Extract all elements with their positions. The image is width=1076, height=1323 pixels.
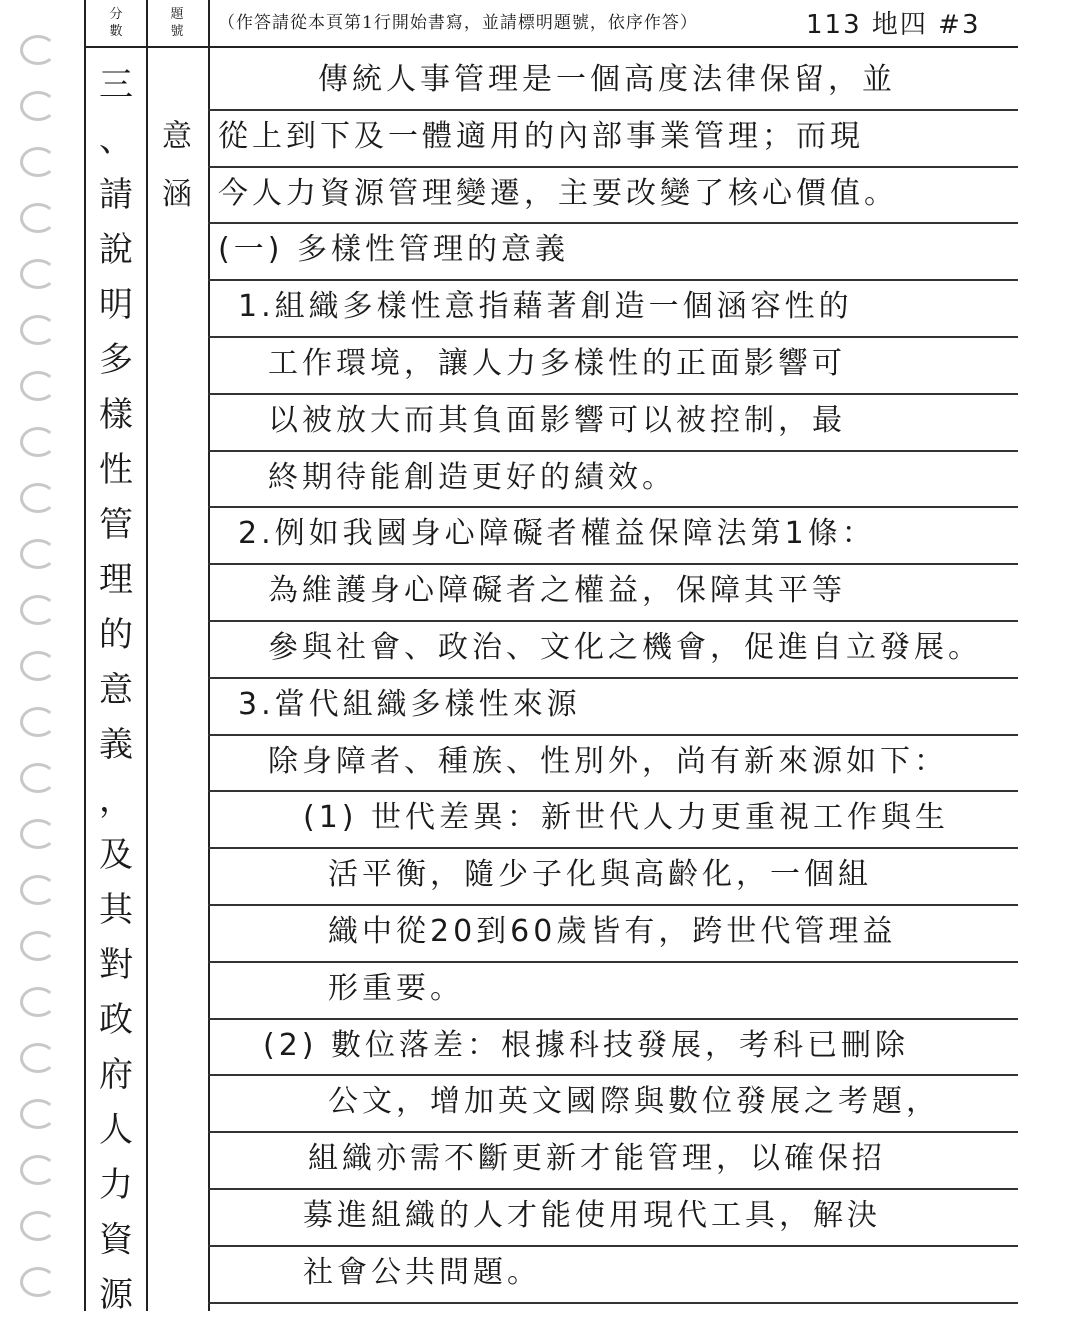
answer-line: 終期待能創造更好的績效。 [268, 459, 676, 495]
answer-line: 從上到下及一體適用的內部事業管理；而現 [218, 118, 864, 154]
score-label: 分數 [109, 7, 123, 39]
vertical-char: 意 [162, 119, 192, 154]
binding-holes [0, 0, 70, 1311]
binding-hole [20, 763, 56, 793]
binding-hole [20, 35, 56, 65]
vertical-char: 其 [99, 890, 133, 930]
vertical-char: 三 [99, 65, 133, 105]
answer-line: 社會公共問題。 [303, 1254, 541, 1290]
vertical-char: 說 [99, 230, 133, 270]
answer-line: 2.例如我國身心障礙者權益保障法第1條： [238, 516, 876, 552]
answer-line: 為維護身心障礙者之權益，保障其平等 [268, 573, 846, 609]
vertical-char: 請 [99, 175, 133, 215]
binding-hole [20, 315, 56, 345]
score-header [86, 0, 148, 46]
vertical-char: 政 [99, 1000, 133, 1040]
ruled-line [208, 1302, 1018, 1304]
answer-line: 1.組織多樣性意指藉著創造一個涵容性的 [238, 289, 853, 325]
vertical-char: 及 [99, 835, 133, 875]
answer-line: (一) 多樣性管理的意義 [218, 232, 569, 268]
question-sub-label [155, 108, 199, 224]
vertical-char: 多 [99, 340, 133, 380]
vertical-char: 資 [99, 1220, 133, 1260]
qnum-label: 題號 [170, 7, 184, 39]
binding-hole [20, 147, 56, 177]
vertical-char: 樣 [99, 395, 133, 435]
answer-line: 工作環境，讓人力多樣性的正面影響可 [268, 346, 846, 381]
answer-line: (2) 數位落差：根據科技發展，考科已刪除 [263, 1027, 910, 1063]
vertical-char: 的 [99, 615, 133, 655]
answer-line: 組織亦需不斷更新才能管理，以確保招 [308, 1141, 886, 1177]
binding-hole [20, 1267, 56, 1297]
binding-hole [20, 427, 56, 457]
question-number-header [146, 0, 210, 46]
instruction-text: （作答請從本頁第1行開始書寫，並請標明題號，依序作答） [218, 13, 698, 33]
answer-sheet [84, 0, 1018, 1315]
vertical-char: 性 [99, 450, 133, 490]
binding-hole [20, 987, 56, 1017]
vertical-char: 人 [99, 1110, 133, 1150]
binding-hole [20, 91, 56, 121]
binding-hole [20, 259, 56, 289]
answer-line: 募進組織的人才能使用現代工具，解決 [303, 1198, 881, 1233]
answer-line: 參與社會、政治、文化之機會，促進自立發展。 [268, 630, 982, 665]
answer-line: 今人力資源管理變遷，主要改變了核心價值。 [218, 175, 898, 211]
answer-line: 活平衡，隨少子化與高齡化，一個組 [328, 857, 872, 893]
binding-hole [20, 595, 56, 625]
binding-hole [20, 483, 56, 513]
vertical-char: 義 [99, 725, 133, 765]
vertical-char: ， [99, 780, 133, 820]
binding-hole [20, 203, 56, 233]
vertical-char: 理 [99, 560, 133, 600]
binding-hole [20, 707, 56, 737]
vertical-char: 涵 [162, 177, 192, 212]
binding-hole [20, 651, 56, 681]
score-column-line [146, 46, 148, 1311]
vertical-char: 府 [99, 1055, 133, 1095]
binding-hole [20, 1211, 56, 1241]
binding-hole [20, 875, 56, 905]
binding-hole [20, 1155, 56, 1185]
answer-line: 織中從20到60歲皆有，跨世代管理益 [328, 914, 897, 949]
binding-hole [20, 371, 56, 401]
answer-line: 3.當代組織多樣性來源 [238, 686, 581, 722]
question-text-vertical [86, 58, 146, 1323]
vertical-char: 、 [99, 120, 133, 160]
binding-hole [20, 931, 56, 961]
vertical-char: 源 [99, 1275, 133, 1315]
vertical-char: 管 [99, 505, 133, 545]
binding-hole [20, 1043, 56, 1073]
binding-hole [20, 1099, 56, 1129]
vertical-char: 對 [99, 945, 133, 985]
binding-hole [20, 819, 56, 849]
answer-line: 形重要。 [328, 970, 464, 1006]
answer-line: 傳統人事管理是一個高度法律保留，並 [318, 62, 896, 97]
vertical-char: 意 [99, 670, 133, 710]
answer-line: 公文，增加英文國際與數位發展之考題， [328, 1084, 940, 1120]
answer-line: 以被放大而其負面影響可以被控制，最 [268, 402, 846, 438]
vertical-char: 力 [99, 1165, 133, 1205]
answer-line: (1) 世代差異：新世代人力更重視工作與生 [303, 800, 950, 836]
vertical-char: 明 [99, 285, 133, 325]
header-row [86, 0, 1018, 48]
handwritten-tag: 113 地四 #3 [806, 10, 981, 40]
binding-hole [20, 539, 56, 569]
answer-line: 除身障者、種族、性別外，尚有新來源如下： [268, 743, 948, 779]
